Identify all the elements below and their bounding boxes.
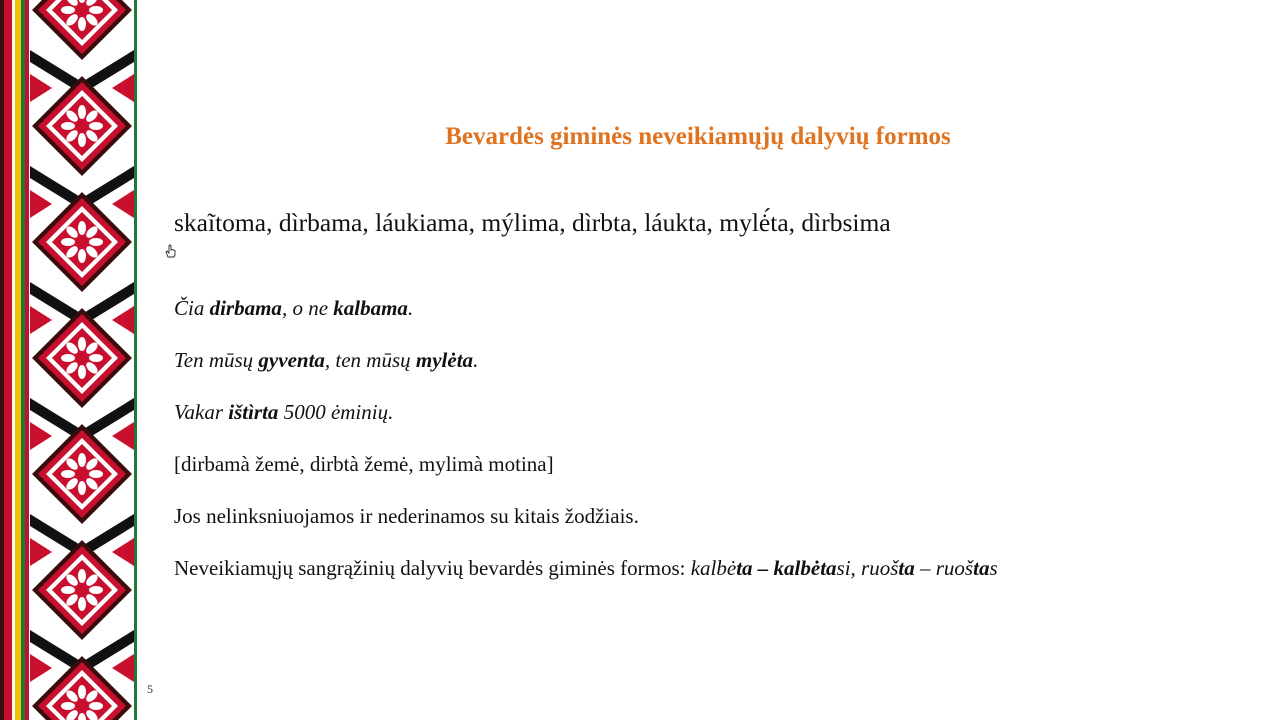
example-2-text-middle: , ten mūsų bbox=[324, 348, 416, 372]
example-1-text: Čia bbox=[174, 296, 210, 320]
example-1-bold-dirbama: dirbama bbox=[209, 296, 282, 320]
reflexive-part: s bbox=[989, 556, 998, 580]
example-2-bold-myleta: mylėta bbox=[415, 348, 474, 372]
example-1-period: . bbox=[407, 296, 414, 320]
reflexive-participles-line bbox=[174, 556, 998, 581]
reflexive-bold-part: t bbox=[736, 556, 743, 580]
reflexive-bold-part: ta bbox=[820, 556, 837, 580]
reflexive-bold-part: ta bbox=[973, 556, 990, 580]
example-3-bold-istirta: ištìrta bbox=[228, 400, 279, 424]
hand-cursor-icon bbox=[164, 243, 178, 259]
example-1-bold-kalbama: kalbama bbox=[333, 296, 408, 320]
reflexive-part: – ruoš bbox=[914, 556, 974, 580]
example-2-period: . bbox=[473, 348, 479, 372]
note-line: Jos nelinksniuojamos ir nederinamos su kitais žodžiais. bbox=[174, 504, 639, 528]
example-3-text: Vakar bbox=[174, 400, 229, 424]
reflexive-intro: Neveikiamųjų sangrąžinių dalyvių bevardės giminės formos: bbox=[174, 556, 691, 580]
reflexive-bold-part: ta bbox=[898, 556, 915, 580]
example-2-text: Ten mūsų bbox=[174, 348, 259, 372]
decorative-folk-border bbox=[0, 0, 140, 720]
reflexive-part: si, ruoš bbox=[836, 556, 899, 580]
page-number: 5 bbox=[147, 682, 153, 696]
participle-word-list: skaĩtoma, dìrbama, láukiama, mýlima, dìrbta, láukta, mylė́ta, dìrbsima bbox=[174, 208, 891, 237]
example-1-text-middle: , o ne bbox=[281, 296, 334, 320]
reflexive-part: kalbė bbox=[690, 556, 737, 580]
example-sentence-3 bbox=[174, 400, 393, 425]
example-2-bold-gyventa: gyventa bbox=[258, 348, 325, 372]
example-3-text-end: 5000 ėminių. bbox=[278, 400, 394, 424]
example-sentence-1 bbox=[174, 296, 413, 321]
example-sentence-2 bbox=[174, 348, 478, 373]
folk-pattern-graphic bbox=[0, 0, 140, 720]
bracket-examples: [dirbamà žemė, dirbtà žemė, mylimà motina] bbox=[174, 452, 554, 476]
reflexive-bold-part: a – kalbė bbox=[742, 556, 821, 580]
slide-title: Bevardės giminės neveikiamųjų dalyvių formos bbox=[445, 123, 951, 150]
